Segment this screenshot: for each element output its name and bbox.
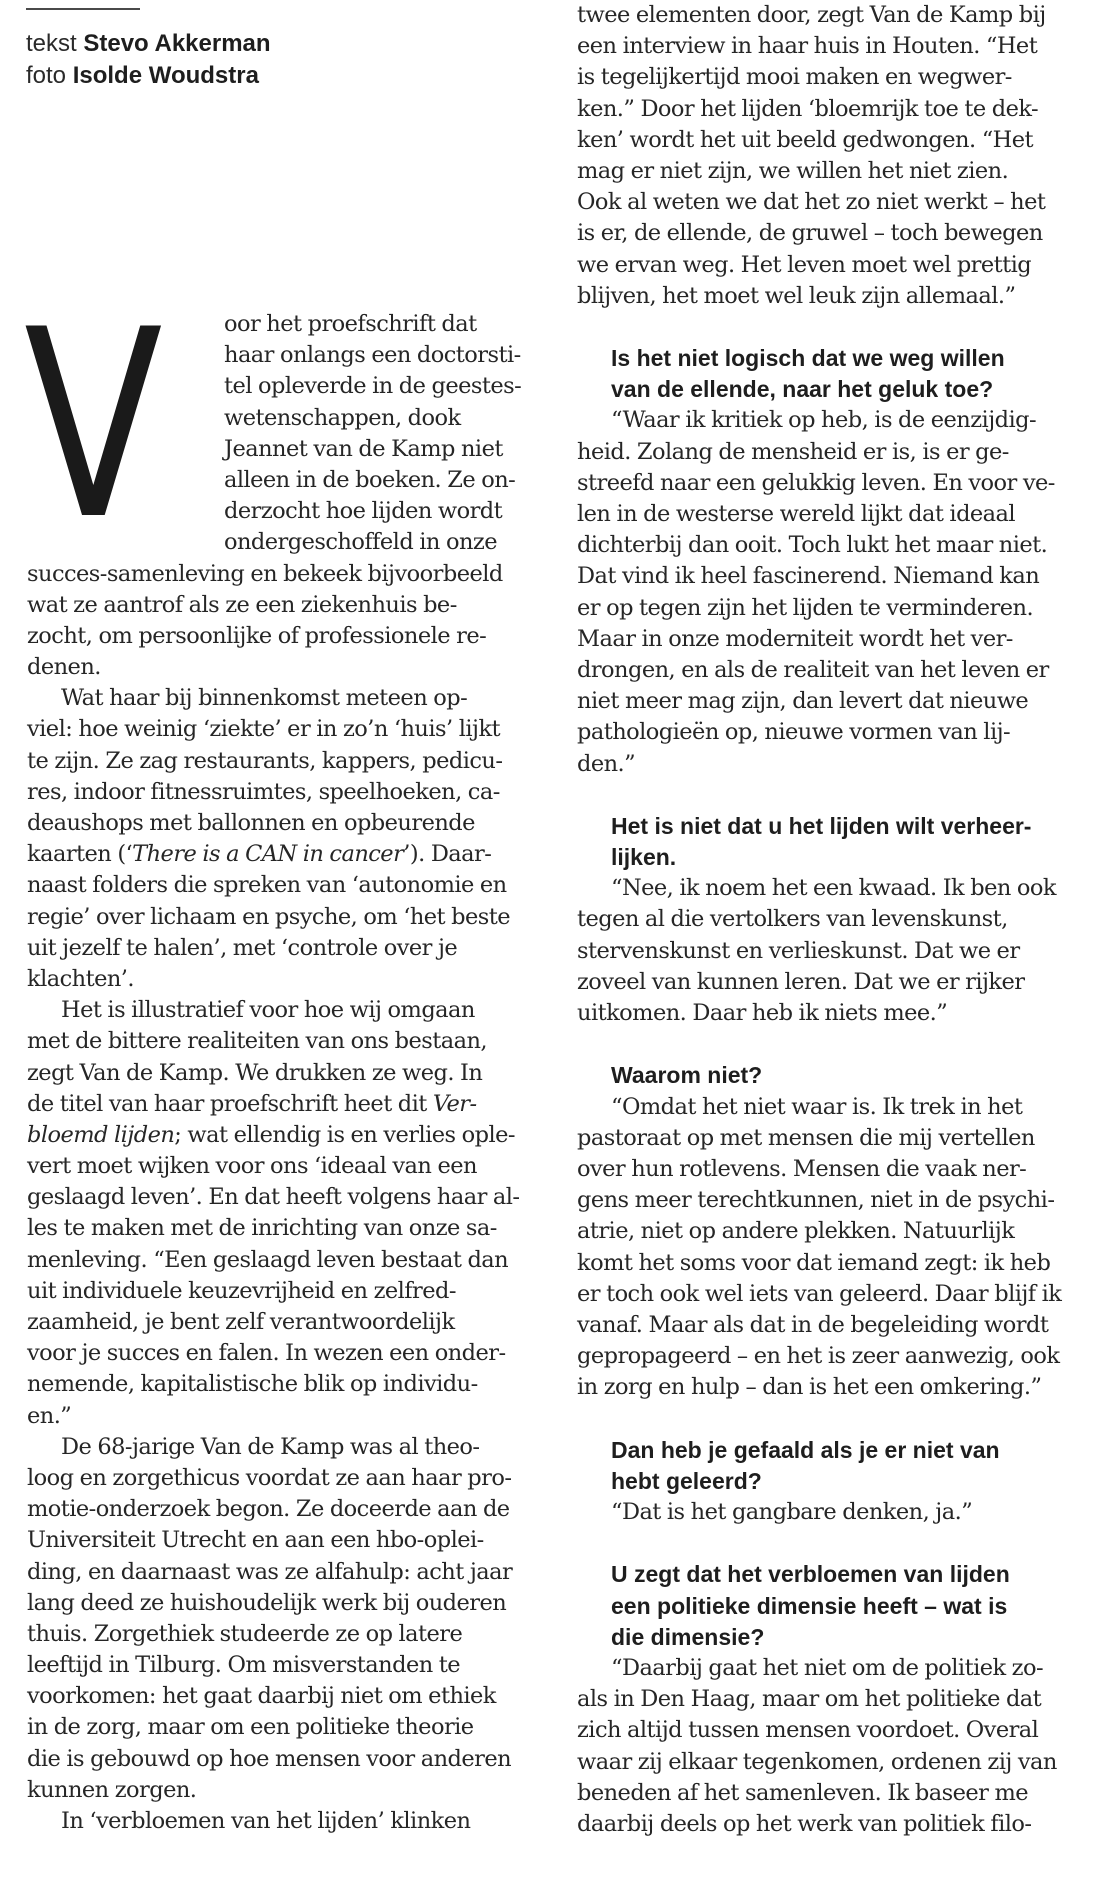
text-line: thuis. Zorgethiek studeerde ze op latere	[27, 1620, 463, 1647]
text-line: Het is illustratief voor hoe wij omgaan	[61, 997, 475, 1024]
paragraph	[577, 0, 1097, 312]
text-credit	[26, 28, 271, 60]
paragraph-gap	[577, 1029, 1097, 1060]
interview-answer-line: stervenskunst en verlieskunst. Dat we er	[577, 937, 1020, 964]
text-line: nemende, kapitalistische blik op individu-	[27, 1371, 478, 1398]
interview-answer-line: streefd naar een gelukkig leven. En voor ve-	[577, 469, 1055, 496]
paragraph-gap	[577, 1528, 1097, 1559]
text-line: uit jezelf te halen’, met ‘controle over je	[27, 934, 458, 961]
text-line: leeftijd in Tilburg. Om misverstanden te	[27, 1652, 461, 1679]
photo-credit	[26, 60, 271, 92]
interview-answer-line: “Dat is het gangbare denken, ja.”	[611, 1499, 973, 1525]
text-line: oor het proefschrift dat	[224, 311, 477, 337]
text-line: klachten’.	[27, 965, 134, 992]
photo-credit-label: foto	[26, 62, 67, 89]
interview-answer-line: in zorg en hulp – dan is het een omkering.”	[577, 1374, 1042, 1401]
interview-answer-line: dichterbij dan ooit. Toch lukt het maar niet.	[577, 532, 1048, 559]
interview-answer-line: den.”	[577, 750, 636, 777]
interview-answer-line: daarbij deels op het werk van politiek filo-	[577, 1810, 1032, 1837]
qa-block	[577, 312, 1097, 780]
drop-cap: V	[24, 275, 163, 577]
text-credit-label: tekst	[26, 30, 77, 57]
text-line: denen.	[27, 654, 101, 681]
interview-answer-line: heid. Zolang de mensheid er is, is er ge-	[577, 438, 1009, 465]
text-line: deaushops met ballonnen en opbeurende	[27, 810, 475, 836]
interview-answer-line: zoveel van kunnen leren. Dat we er rijker	[577, 968, 1025, 995]
text-line: en.”	[27, 1402, 72, 1429]
text-line: kunnen zorgen.	[27, 1776, 197, 1803]
interview-question: lijken.	[611, 844, 677, 871]
text-line	[27, 1120, 547, 1151]
text-line	[27, 839, 547, 870]
text-line: lang deed ze huishoudelijk werk bij ouderen	[27, 1589, 507, 1616]
header-rule	[26, 8, 140, 10]
text-line: is er, de ellende, de gruwel – toch bewegen	[577, 220, 1043, 247]
paragraph	[27, 1806, 547, 1837]
text-line: Wat haar bij binnenkomst meteen op-	[61, 685, 468, 712]
text-line: we ervan weg. Het leven moet wel prettig	[577, 251, 1032, 278]
text-line: naast folders die spreken van ‘autonomie en	[27, 872, 507, 899]
right-column-body	[577, 0, 1097, 1840]
interview-answer-line: drongen, en als de realiteit van het leven er	[577, 656, 1049, 683]
text-line: zegt Van de Kamp. We drukken ze weg. In	[27, 1059, 483, 1086]
text-line: Ook al weten we dat het zo niet werkt – het	[577, 189, 1046, 216]
text-line: ken’ wordt het uit beeld gedwongen. “Het	[577, 126, 1033, 153]
qa-block	[577, 1403, 1097, 1528]
interview-answer-line: pastoraat op met mensen die mij vertellen	[577, 1124, 1035, 1151]
text-fragment: kaarten (‘	[27, 841, 133, 868]
text-line: succes-samenleving en bekeek bijvoorbeeld	[27, 560, 503, 587]
interview-answer-line: vanaf. Maar als dat in de begeleiding wordt	[577, 1311, 1049, 1338]
text-line: ondergeschoffeld in onze	[224, 529, 497, 556]
interview-answer-line: uitkomen. Daar heb ik niets mee.”	[577, 1000, 948, 1026]
interview-answer-line: als in Den Haag, maar om het politieke dat	[577, 1686, 1042, 1713]
interview-answer-line: beneden af het samenleven. Ik baseer me	[577, 1779, 1028, 1806]
text-line: voorkomen: het gaat daarbij niet om ethiek	[27, 1683, 496, 1710]
text-line: les te maken met de inrichting van onze sa-	[27, 1215, 497, 1242]
interview-answer-line: atrie, niet op andere plekken. Natuurlijk	[577, 1218, 1015, 1245]
interview-answer-line: “Nee, ik noem het een kwaad. Ik ben ook	[611, 875, 1056, 902]
interview-answer-line: tegen al die vertolkers van levenskunst,	[577, 906, 1008, 933]
text-line: die is gebouwd op hoe mensen voor anderen	[27, 1745, 512, 1772]
text-line: vert moet wijken voor ons ‘ideaal van een	[27, 1153, 477, 1180]
interview-question: van de ellende, naar het geluk toe?	[611, 376, 994, 403]
quoted-slogan: There is a CAN in cancer	[132, 841, 404, 868]
text-line: twee elementen door, zegt Van de Kamp bij	[577, 2, 1046, 28]
text-line: De 68-jarige Van de Kamp was al theo-	[61, 1433, 480, 1460]
paragraph	[27, 1432, 547, 1806]
text-line: viel: hoe weinig ‘ziekte’ er in zo’n ‘huis’ lijkt	[27, 716, 501, 743]
interview-question: U zegt dat het verbloemen van lijden	[611, 1561, 1010, 1588]
paragraph-gap	[577, 780, 1097, 811]
qa-block	[577, 1528, 1097, 1840]
text-line: menleving. “Een geslaagd leven bestaat dan	[27, 1246, 509, 1273]
interview-answer-line: len in de westerse wereld lijkt dat ideaal	[577, 501, 1016, 527]
thesis-title: Ver-	[432, 1090, 477, 1117]
text-line: In ‘verbloemen van het lijden’ klinken	[61, 1808, 471, 1834]
text-line: derzocht hoe lijden wordt	[224, 498, 503, 525]
text-line: zaamheid, je bent zelf verantwoordelijk	[27, 1309, 455, 1335]
paragraph-gap	[577, 1403, 1097, 1434]
text-line: blijven, het moet wel leuk zijn allemaal.”	[577, 282, 1016, 309]
thesis-title: bloemd lijden	[27, 1121, 175, 1148]
text-line: wetenschappen, dook	[224, 404, 461, 431]
text-line: loog en zorgethicus voordat ze aan haar pro-	[27, 1464, 512, 1491]
text-line: te zijn. Ze zag restaurants, kappers, pedicu-	[27, 747, 503, 774]
text-line: zocht, om persoonlijke of professionele re-	[27, 622, 487, 649]
photo-credit-author: Isolde Woudstra	[72, 62, 259, 89]
qa-block	[577, 780, 1097, 1030]
interview-answer-line: komt het soms voor dat iemand zegt: ik heb	[577, 1249, 1051, 1276]
text-line: regie’ over lichaam en psyche, om ‘het beste	[27, 903, 511, 930]
interview-question: Dan heb je gefaald als je er niet van	[611, 1436, 1000, 1463]
interview-answer-line: Dat vind ik heel fascinerend. Niemand kan	[577, 563, 1040, 590]
interview-qa	[577, 312, 1097, 1840]
interview-answer-line: er toch ook wel iets van geleerd. Daar blijf ik	[577, 1280, 1062, 1307]
text-line: in de zorg, maar om een politieke theorie	[27, 1714, 474, 1741]
text-line: Jeannet van de Kamp niet	[224, 435, 503, 462]
text-line: is tegelijkertijd mooi maken en wegwer-	[577, 64, 1012, 91]
text-line: alleen in de boeken. Ze on-	[224, 466, 516, 493]
interview-question: Is het niet logisch dat we weg willen	[611, 345, 1005, 372]
interview-question: een politieke dimensie heeft – wat is	[611, 1592, 1008, 1619]
interview-answer-line: niet meer mag zijn, dan levert dat nieuwe	[577, 688, 1029, 715]
text-fragment: ; wat ellendig is en verlies ople-	[174, 1121, 515, 1148]
interview-question: hebt geleerd?	[611, 1467, 762, 1494]
text-line: ken.” Door het lijden ‘bloemrijk toe te dek-	[577, 95, 1039, 122]
byline	[26, 28, 271, 92]
text-line: Universiteit Utrecht en aan een hbo-oplei-	[27, 1527, 484, 1554]
text-line	[27, 1089, 547, 1120]
text-line: res, indoor fitnessruimtes, speelhoeken, ca-	[27, 778, 500, 805]
interview-question: Waarom niet?	[611, 1062, 763, 1089]
text-line: mag er niet zijn, we willen het niet zien.	[577, 157, 1009, 184]
interview-answer-line: “Daarbij gaat het niet om de politiek zo-	[611, 1654, 1044, 1681]
interview-answer-line: “Omdat het niet waar is. Ik trek in het	[611, 1093, 1023, 1120]
interview-answer-line: pathologieën op, nieuwe vormen van lij-	[577, 719, 1011, 746]
interview-answer-line: gepropageerd – en het is zeer aanwezig, ook	[577, 1343, 1060, 1370]
qa-block	[577, 1029, 1097, 1403]
text-line: tel opleverde in de geestes-	[224, 373, 522, 400]
interview-answer-line: “Waar ik kritiek op heb, is de eenzijdig-	[611, 407, 1037, 434]
intro-paragraph	[27, 309, 547, 1837]
interview-answer-line: zich altijd tussen mensen voordoet. Overal	[577, 1717, 1039, 1744]
text-line: wat ze aantrof als ze een ziekenhuis be-	[27, 591, 457, 618]
interview-question: Het is niet dat u het lijden wilt verheer-	[611, 812, 1032, 839]
interview-answer-line: waar zij elkaar tegenkomen, ordenen zij van	[577, 1748, 1057, 1775]
text-line: haar onlangs een doctorsti-	[224, 342, 521, 369]
interview-question: die dimensie?	[611, 1623, 765, 1650]
interview-answer-line: Maar in onze moderniteit wordt het ver-	[577, 625, 1013, 652]
text-line: voor je succes en falen. In wezen een onder-	[27, 1340, 506, 1367]
text-line: uit individuele keuzevrijheid en zelfred-	[27, 1277, 456, 1304]
interview-answer-line: gens meer terechtkunnen, niet in de psychi-	[577, 1187, 1055, 1214]
text-credit-author: Stevo Akkerman	[83, 30, 271, 57]
text-line: een interview in haar huis in Houten. “Het	[577, 33, 1038, 60]
paragraph-gap	[577, 312, 1097, 343]
text-line: geslaagd leven’. En dat heeft volgens haar al-	[27, 1184, 520, 1211]
text-line: motie-onderzoek begon. Ze doceerde aan de	[27, 1496, 510, 1523]
text-line: ding, en daarnaast was ze alfahulp: acht jaar	[27, 1558, 513, 1585]
interview-answer-line: over hun rotlevens. Mensen die vaak ner-	[577, 1155, 1027, 1182]
text-line: met de bittere realiteiten van ons bestaan,	[27, 1028, 488, 1055]
text-fragment: ’). Daar-	[403, 841, 492, 868]
interview-answer-line: er op tegen zijn het lijden te verminderen.	[577, 594, 1034, 621]
text-fragment: de titel van haar proefschrift heet dit	[27, 1090, 433, 1117]
